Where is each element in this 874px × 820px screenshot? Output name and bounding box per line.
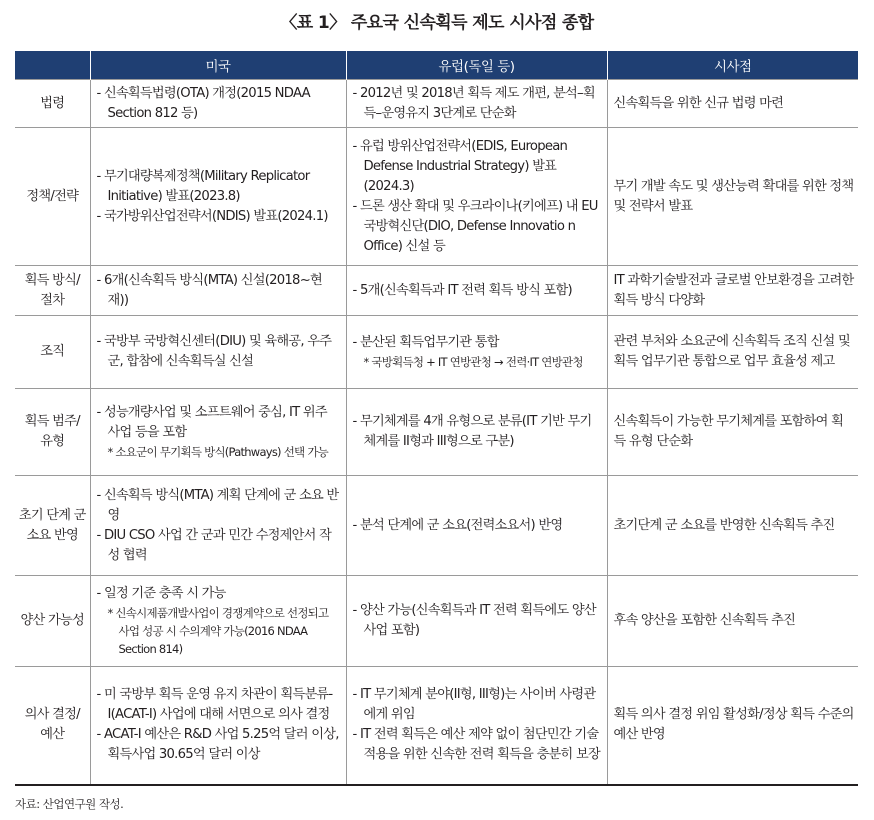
- us-item: - 일정 기준 충족 시 가능: [96, 586, 226, 601]
- eu-cell: [346, 316, 607, 389]
- us-item: - 성능개량사업 및 소프트웨어 중심, IT 위주 사업 등을 포함: [96, 405, 327, 440]
- implication-cell: 신속획득이 가능한 무기체계를 포함하여 획득 유형 단순화: [607, 389, 858, 476]
- eu-cell: [346, 80, 607, 128]
- eu-item: - 무기체계를 4개 유형으로 분류(IT 기반 무기체계를 II형과 III형으로 구분): [352, 414, 592, 449]
- us-item: - DIU CSO 사업 간 군과 민간 수정제안서 작성 협력: [96, 527, 332, 563]
- us-item: - ACAT-I 예산은 R&D 사업 5.25억 달러 이상, 획득사업 30.65억 달러 이상: [96, 727, 339, 763]
- header-category: [15, 51, 90, 80]
- us-cell: [90, 266, 346, 316]
- table-row: [15, 667, 858, 785]
- us-cell: [90, 576, 346, 667]
- eu-item: - 양산 가능(신속획득과 IT 전력 획득에도 양산사업 포함): [352, 603, 596, 638]
- header-us: 미국: [90, 51, 346, 80]
- eu-item: - IT 무기체계 분야(II형, III형)는 사이버 사령관에게 위임: [352, 687, 596, 723]
- implication-cell: 획득 의사 결정 위임 활성화/정상 획득 수준의 예산 반영: [607, 667, 858, 785]
- us-note: * 신속시제품개발사업이 경쟁계약으로 선정되고 사업 성공 시 수의계약 가능(2016 NDAA Section 814): [107, 606, 329, 656]
- table-row: [15, 576, 858, 667]
- eu-item: - 드론 생산 확대 및 우크라이나(키에프) 내 EU 국방혁신단(DIO, Defense Innovatio n Office) 신설 등: [352, 198, 598, 254]
- implication-cell: 초기단계 군 소요를 반영한 신속획득 추진: [607, 476, 858, 576]
- us-item: - 미 국방부 획득 운영 유지 차관이 획득분류-I(ACAT-I) 사업에 대해 서면으로 의사 결정: [96, 687, 333, 723]
- us-item: - 6개(신속획득 방식(MTA) 신설(2018~현재)): [96, 272, 322, 308]
- table-header-row: [15, 51, 858, 80]
- us-item: - 국방부 국방혁신센터(DIU) 및 육해공, 우주군, 합참에 신속획득실 신설: [96, 334, 332, 369]
- row-category: 의사 결정/ 예산: [15, 667, 90, 785]
- table-row: [15, 80, 858, 128]
- summary-table: [15, 51, 858, 786]
- table-title: 〈표 1〉 주요국 신속획득 제도 시사점 종합: [280, 13, 594, 33]
- row-category: 양산 가능성: [15, 576, 90, 667]
- implication-cell: 신속획득을 위한 신규 법령 마련: [607, 80, 858, 128]
- us-cell: [90, 316, 346, 389]
- source-note: 자료: 산업연구원 작성.: [15, 797, 124, 811]
- eu-item: - 분석 단계에 군 소요(전력소요서) 반영: [352, 517, 563, 533]
- table-row: [15, 266, 858, 316]
- us-note: * 소요군이 무기획득 방식(Pathways) 선택 가능: [107, 445, 329, 459]
- implication-cell: 무기 개발 속도 및 생산능력 확대를 위한 정책 및 전략서 발표: [607, 128, 858, 266]
- row-category: 초기 단계 군 소요 반영: [15, 476, 90, 576]
- implication-cell: 관련 부처와 소요군에 신속획득 조직 신설 및 획득 업무기관 통합으로 업무 효율성 제고: [607, 316, 858, 389]
- table-row: [15, 389, 858, 476]
- us-item: - 신속획득 방식(MTA) 계획 단계에 군 소요 반영: [96, 487, 339, 523]
- header-implication: 시사점: [607, 51, 858, 80]
- eu-cell: [346, 476, 607, 576]
- us-cell: [90, 476, 346, 576]
- us-item: - 신속획득법령(OTA) 개정(2015 NDAA Section 812 등): [96, 85, 310, 121]
- header-eu: 유럽(독일 등): [346, 51, 607, 80]
- us-item: - 국가방위산업전략서(NDIS) 발표(2024.1): [96, 208, 328, 224]
- eu-item: - 분산된 획득업무기관 통합: [352, 335, 499, 350]
- eu-cell: [346, 389, 607, 476]
- eu-cell: [346, 128, 607, 266]
- table-row: [15, 476, 858, 576]
- eu-item: - IT 전력 획득은 예산 제약 없이 첨단민간 기술 적용을 위한 신속한 전력 획득을 충분히 보장: [352, 727, 600, 763]
- table-row: [15, 316, 858, 389]
- us-item: - 무기대량복제정책(Military Replicator Initiative) 발표(2023.8): [96, 168, 310, 204]
- eu-cell: [346, 667, 607, 785]
- eu-item: - 5개(신속획득과 IT 전력 획득 방식 포함): [352, 282, 572, 298]
- us-cell: [90, 80, 346, 128]
- us-cell: [90, 389, 346, 476]
- eu-item: - 2012년 및 2018년 획득 제도 개편, 분석–획득–운영유지 3단계로 단순화: [352, 85, 595, 121]
- row-category: 획득 방식/ 절차: [15, 266, 90, 316]
- implication-cell: IT 과학기술발전과 글로벌 안보환경을 고려한 획득 방식 다양화: [607, 266, 858, 316]
- eu-note: * 국방획득청 + IT 연방관청 → 전력·IT 연방관청: [363, 355, 583, 369]
- eu-cell: [346, 576, 607, 667]
- row-category: 정책/전략: [15, 128, 90, 266]
- table-row: [15, 128, 858, 266]
- us-cell: [90, 667, 346, 785]
- implication-cell: 후속 양산을 포함한 신속획득 추진: [607, 576, 858, 667]
- eu-cell: [346, 266, 607, 316]
- us-cell: [90, 128, 346, 266]
- row-category: 법령: [15, 80, 90, 128]
- row-category: 조직: [15, 316, 90, 389]
- eu-item: - 유럽 방위산업전략서(EDIS, European Defense Industrial Strategy) 발표(2024.3): [352, 138, 568, 194]
- row-category: 획득 범주/ 유형: [15, 389, 90, 476]
